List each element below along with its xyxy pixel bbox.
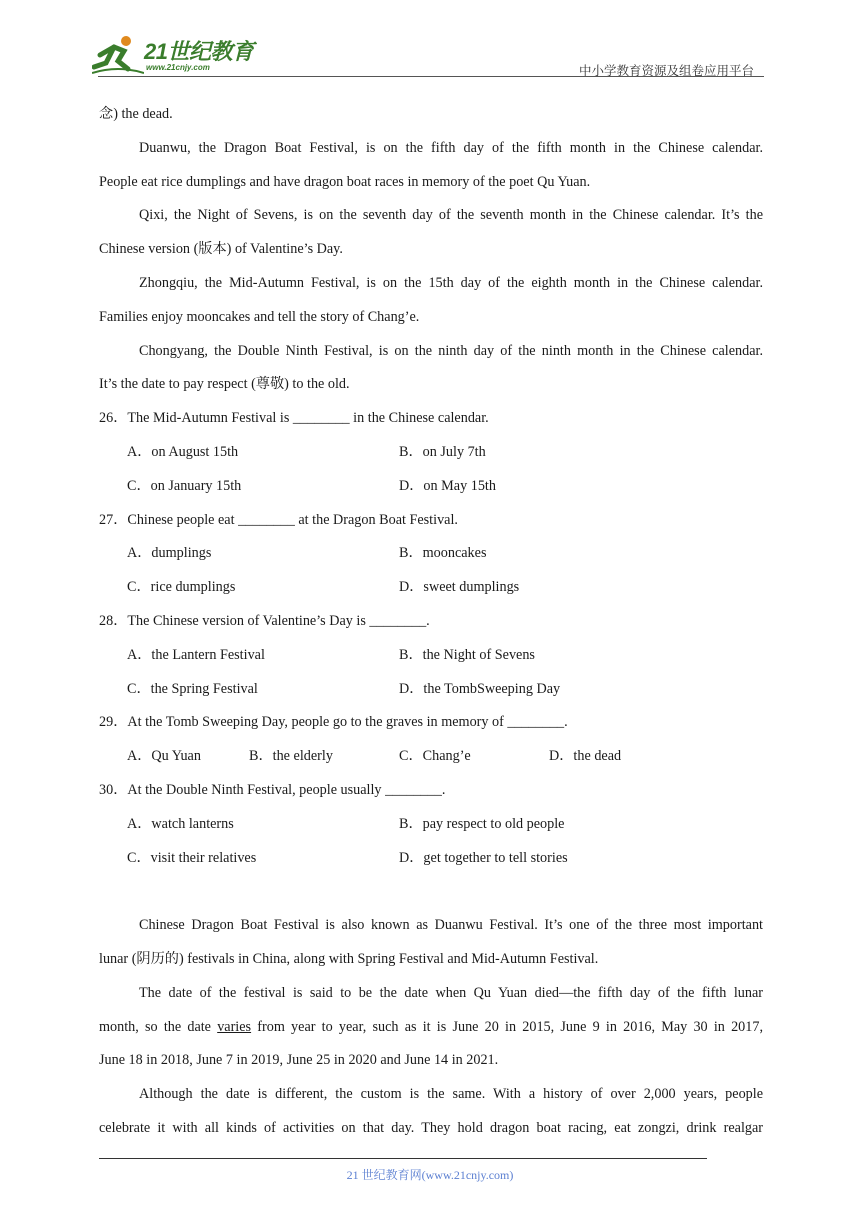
options-row [99, 639, 763, 673]
paragraph-line: Zhongqiu, the Mid-Autumn Festival, is on the 15th day of the eighth month in the Chinese calendar. [139, 274, 763, 291]
page-footer[interactable]: 21 世纪教育网(www.21cnjy.com) [346, 1168, 514, 1182]
document-body [99, 98, 763, 1146]
option-c[interactable]: C．on January 15th [127, 477, 242, 494]
option-a[interactable]: A．watch lanterns [127, 815, 234, 832]
option-b[interactable]: B．mooncakes [399, 545, 487, 562]
option-c[interactable]: C．Chang’e [399, 748, 471, 765]
question-stem: 29．At the Tomb Sweeping Day, people go to the graves in memory of ________. [99, 714, 568, 731]
paragraph-line [99, 1011, 763, 1045]
underlined-word: varies [217, 1018, 252, 1035]
footer-divider [99, 1158, 707, 1159]
options-row [99, 740, 763, 774]
options-row [99, 842, 763, 876]
paragraph-line: celebrate it with all kinds of activities on that day. They hold dragon boat racing, eat zongzi, drink realgar [99, 1119, 763, 1136]
options-row [99, 571, 763, 605]
page-header [0, 0, 860, 80]
option-d[interactable]: D．on May 15th [399, 477, 496, 494]
option-a[interactable]: A．dumplings [127, 545, 212, 562]
header-divider [98, 76, 764, 77]
options-row [99, 470, 763, 504]
options-row [99, 537, 763, 571]
option-d[interactable]: D．the TombSweeping Day [399, 680, 561, 697]
options-row [99, 673, 763, 707]
paragraph-line: Families enjoy mooncakes and tell the story of Chang’e. [99, 308, 420, 325]
option-c[interactable]: C．visit their relatives [127, 849, 257, 866]
question-stem: 28．The Chinese version of Valentine’s Day is ________. [99, 612, 430, 629]
paragraph-line: Qixi, the Night of Sevens, is on the seventh day of the seventh month in the Chinese calendar. It’s the [139, 207, 763, 224]
logo-url: www.21cnjy.com [146, 63, 210, 72]
option-d[interactable]: D．the dead [549, 748, 622, 765]
option-d[interactable]: D．get together to tell stories [399, 849, 568, 866]
option-a[interactable]: A．the Lantern Festival [127, 646, 265, 663]
option-b[interactable]: B．the elderly [249, 748, 333, 765]
paragraph-line: June 18 in 2018, June 7 in 2019, June 25 in 2020 and June 14 in 2021. [99, 1052, 499, 1069]
option-c[interactable]: C．rice dumplings [127, 579, 236, 596]
paragraph-line: 念) the dead. [99, 106, 173, 122]
option-b[interactable]: B．the Night of Sevens [399, 646, 535, 663]
option-a[interactable]: A．on August 15th [127, 443, 239, 460]
logo [92, 33, 262, 77]
paragraph-line: lunar (阴历的) festivals in China, along with Spring Festival and Mid-Autumn Festival. [99, 950, 599, 967]
text-segment: month, so the date [99, 1018, 218, 1035]
option-d[interactable]: D．sweet dumplings [399, 579, 520, 596]
paragraph-line: Chinese Dragon Boat Festival is also known as Duanwu Festival. It’s one of the three most important [139, 917, 763, 934]
question-stem: 27．Chinese people eat ________ at the Dragon Boat Festival. [99, 511, 458, 528]
paragraph-line: It’s the date to pay respect (尊敬) to the old. [99, 376, 350, 393]
spacer [99, 875, 763, 909]
option-a[interactable]: A．Qu Yuan [127, 748, 201, 765]
paragraph-line: Chinese version (版本) of Valentine’s Day. [99, 241, 343, 258]
paragraph-line: Duanwu, the Dragon Boat Festival, is on the fifth day of the fifth month in the Chinese calendar. [139, 139, 763, 156]
text-segment: from year to year, such as it is June 20 in 2015, June 9 in 2016, May 30 in 2017, [251, 1018, 763, 1035]
option-c[interactable]: C．the Spring Festival [127, 680, 258, 697]
question-stem: 26．The Mid-Autumn Festival is ________ in the Chinese calendar. [99, 410, 489, 427]
option-b[interactable]: B．on July 7th [399, 443, 486, 460]
options-row [99, 808, 763, 842]
paragraph-line: The date of the festival is said to be the date when Qu Yuan died—the fifth day of the fifth lunar [139, 984, 763, 1001]
options-row [99, 436, 763, 470]
logo-text: 21世纪教育 [144, 39, 254, 64]
question-stem: 30．At the Double Ninth Festival, people usually ________. [99, 781, 446, 798]
platform-title: 中小学教育资源及组卷应用平台 [578, 63, 754, 78]
paragraph-line: People eat rice dumplings and have dragon boat races in memory of the poet Qu Yuan. [99, 173, 591, 190]
paragraph-line: Although the date is different, the custom is the same. With a history of over 2,000 years, people [139, 1086, 763, 1103]
paragraph-line: Chongyang, the Double Ninth Festival, is on the ninth day of the ninth month in the Chinese calendar. [139, 342, 763, 359]
option-b[interactable]: B．pay respect to old people [399, 815, 565, 832]
runner-logo-icon [92, 33, 144, 77]
